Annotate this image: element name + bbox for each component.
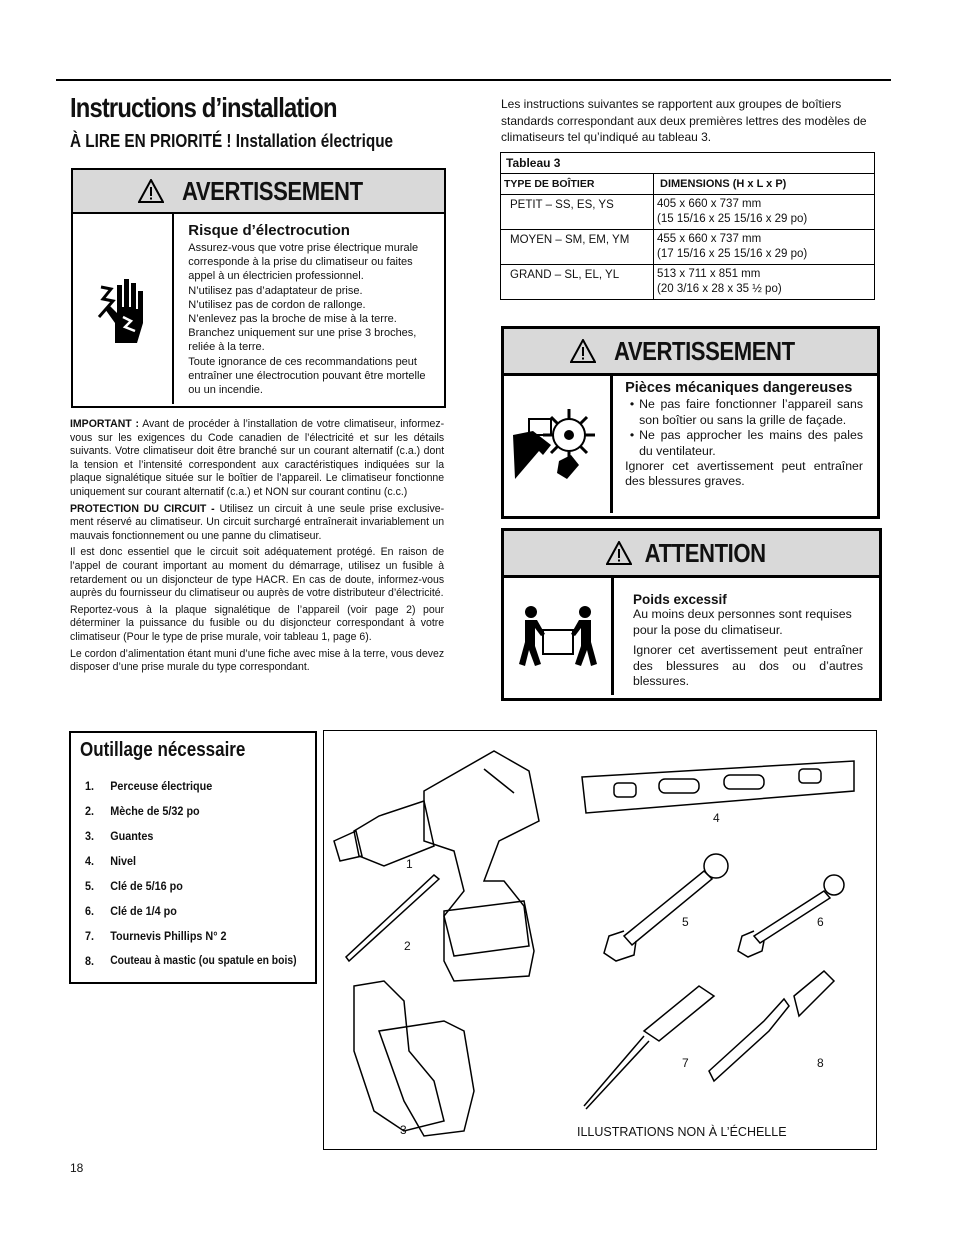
paragraph: Reportez-vous à la plaque signalétique de l’appareil (voir page 2) pour déterminer la puissance du fusible ou du disjoncteur correspondant à votre climatiseur (Pour le type de prise murale, voir tableau 1, page 6). (70, 603, 445, 643)
warning-line: N’utilisez pas de cordon de rallonge. (188, 298, 366, 311)
table-header: DIMENSIONS (H x L x P) (654, 174, 875, 195)
caution-header (504, 531, 879, 578)
item-label: Guantes (110, 828, 154, 843)
warning-line: Toute ignorance de ces recommandations peut entraîner une électrocution pouvant être mortelle ou un incendie. (188, 355, 426, 397)
table-intro: Les instructions suivantes se rapportent aux groupes de boîtiers standards correspondant aux deux premières lettres des modèles de climatiseurs tel qu’indiqué au tableau 3. (501, 97, 867, 145)
warning-title: Pièces mécaniques dangereuses (625, 380, 853, 396)
item-label: Perceuse électrique (110, 778, 213, 793)
item-label: Couteau à mastic (ou spatule en bois) (110, 954, 297, 967)
list-item (85, 873, 319, 898)
warning-bullet: • Ne pas faire fonctionner l’appareil sans son boîtier ou sans la grille de façade. (629, 397, 863, 427)
illustration-caption: ILLUSTRATIONS NON À L’ÉCHELLE (577, 1125, 787, 1139)
caution-title: Poids excessif (633, 592, 727, 607)
page-number: 18 (70, 1161, 84, 1175)
illustration-label: 2 (404, 939, 411, 953)
section-subtitle (70, 131, 393, 152)
tools-box (69, 731, 317, 984)
warning-heading: AVERTISSEMENT (182, 175, 363, 206)
subtitle-rest: Installation électrique (231, 131, 394, 151)
illustration-label: 1 (406, 857, 413, 871)
subtitle-bold: À LIRE EN PRIORITÉ ! (70, 131, 232, 151)
paragraph: Il est donc essentiel que le circuit soit adéquatement protégé. En raison de l’appel de courant important au moment du démarrage, utilisez un fusible à retardement ou un disjoncteur de type HACR. En cas de doute, informez-vous auprès du fournisseur du climatiseur ou auprès de votre distributeur d’électricité. (70, 546, 445, 600)
drill-bit-drawing (346, 875, 439, 961)
mechanical-warning-box (501, 326, 880, 519)
warning-text (174, 214, 444, 404)
warning-heading: AVERTISSEMENT (614, 335, 795, 366)
table-row (501, 230, 875, 265)
table-cell (654, 265, 875, 300)
item-number: 7. (85, 928, 95, 943)
table-cell (654, 195, 875, 230)
list-item (85, 848, 319, 873)
item-label: Nivel (110, 853, 137, 868)
body-text (70, 418, 468, 675)
top-rule (56, 79, 891, 81)
table-cell: MOYEN – SM, EM, YM (501, 230, 654, 265)
tools-heading: Outillage nécessaire (80, 739, 246, 761)
protection-paragraph (70, 503, 444, 544)
illustration-label: 4 (713, 811, 720, 825)
warning-line: N’utilisez pas d’adaptateur de prise. (188, 284, 363, 297)
table-row (501, 195, 875, 230)
item-number: 3. (85, 828, 95, 843)
caution-line: Ignorer cet avertissement peut entraîner des blessures au dos ou d’autres blessures. (633, 643, 863, 689)
item-label: Tournevis Phillips N° 2 (110, 928, 227, 943)
caution-heading: ATTENTION (645, 537, 766, 568)
illustration-label: 8 (817, 1056, 824, 1070)
putty-knife-drawing (709, 971, 834, 1081)
caution-body (504, 578, 879, 695)
item-number: 2. (85, 803, 95, 818)
list-item (85, 798, 319, 823)
warning-triangle-icon (606, 541, 632, 565)
list-item (85, 898, 319, 923)
tools-list (85, 773, 345, 973)
illustration-label: 5 (682, 915, 689, 929)
warning-bullet: • Ne pas approcher les mains des pales du ventilateur. (629, 428, 863, 458)
screwdriver-drawing (584, 986, 714, 1109)
list-item (85, 773, 319, 798)
table-cell: GRAND – SL, EL, YL (501, 265, 654, 300)
table-caption: Tableau 3 (501, 153, 875, 174)
list-item (85, 948, 319, 973)
illustration-label: 6 (817, 915, 824, 929)
warning-triangle-icon (570, 339, 596, 363)
page-title: Instructions d’installation (70, 92, 337, 123)
caution-text (614, 578, 877, 695)
dimension-mm: 405 x 660 x 737 mm (657, 198, 762, 210)
table-3 (500, 152, 876, 300)
illustration-label: 7 (682, 1056, 689, 1070)
table-cell (654, 230, 875, 265)
warning-body (504, 376, 877, 513)
electrical-warning-box (71, 168, 446, 408)
dimension-mm: 513 x 711 x 851 mm (657, 268, 761, 280)
table-header: TYPE DE BOÎTIER (501, 174, 654, 195)
dimension-po: (17 15/16 x 25 15/16 x 29 po) (657, 248, 808, 260)
dimension-po: (15 15/16 x 25 15/16 x 29 po) (657, 213, 808, 225)
list-item (85, 823, 319, 848)
caution-line: Au moins deux personnes sont requises pour la pose du climatiseur. (633, 607, 852, 637)
warning-header (504, 329, 877, 376)
item-number: 1. (85, 778, 95, 793)
table-row (501, 265, 875, 300)
dimension-po: (20 3/16 x 28 x 35 ½ po) (657, 283, 782, 295)
item-number: 8. (85, 953, 95, 968)
wrench-6-drawing (738, 875, 844, 957)
gloves-drawing (354, 981, 474, 1136)
warning-text (613, 376, 877, 513)
two-person-lift-icon (504, 578, 614, 695)
electric-shock-icon (73, 214, 174, 404)
warning-line: Branchez uniquement sur une prise 3 broches, reliée à la terre. (188, 327, 417, 354)
important-label: IMPORTANT : (70, 418, 140, 430)
wrench-5-drawing (604, 854, 728, 961)
item-label: Clé de 1/4 po (110, 903, 177, 918)
protection-text: Utilisez un circuit à une seule prise exclusive-ment réservé au climatiseur. Un circuit surchargé entraînerait invariablement un mauvais fonctionnement ou une panne du climatiseur. (70, 502, 445, 542)
illustration-label: 3 (400, 1123, 407, 1137)
warning-footer: Ignorer cet avertissement peut entraîner des blessures graves. (625, 459, 863, 489)
table-cell: PETIT – SS, ES, YS (501, 195, 654, 230)
caution-box (501, 528, 882, 701)
item-label: Clé de 5/16 po (110, 878, 183, 893)
item-number: 5. (85, 878, 95, 893)
item-number: 4. (85, 853, 95, 868)
bullet-text: Ne pas approcher les mains des pales du ventilateur. (639, 428, 863, 458)
important-text: Avant de procéder à l’installation de votre climatiseur, informez-vous sur les exigences du Code canadien de l’électricité et sur les détails suivants. Votre climatiseur doit être branché sur un courant alternatif (c.a.) dont la tension et l’intensité correspondent aux caractéristiques indiquées sur la plaque signalétique située sur le boîtier de l’appareil. Le climatiseur fonctionne uniquement sur courant alternatif (c.a.) et NON sur courant continu (c.c.) (70, 418, 445, 498)
list-item (85, 923, 319, 948)
level-drawing (582, 761, 854, 813)
dimension-mm: 455 x 660 x 737 mm (657, 233, 762, 245)
warning-header (73, 170, 444, 214)
fan-blade-icon (504, 376, 613, 513)
item-number: 6. (85, 903, 95, 918)
warning-title: Risque d’électrocution (188, 222, 350, 239)
warning-line: N’enlevez pas la broche de mise à la terre. (188, 313, 397, 326)
paragraph: Le cordon d’alimentation étant muni d’une fiche avec mise à la terre, vous devez disposer d’une prise murale du type correspondant. (70, 647, 445, 674)
protection-label: PROTECTION DU CIRCUIT - (70, 502, 215, 515)
warning-line: Assurez-vous que votre prise électrique murale corresponde à la prise du climatiseur ou faites appel à un électricien professionnel. (188, 242, 419, 283)
warning-triangle-icon (138, 179, 164, 203)
tools-illustration (323, 730, 877, 1150)
important-paragraph (70, 418, 444, 500)
bullet-text: Ne pas faire fonctionner l’appareil sans son boîtier ou sans la grille de façade. (639, 397, 863, 427)
item-label: Mèche de 5/32 po (110, 803, 200, 818)
warning-body (73, 214, 444, 404)
